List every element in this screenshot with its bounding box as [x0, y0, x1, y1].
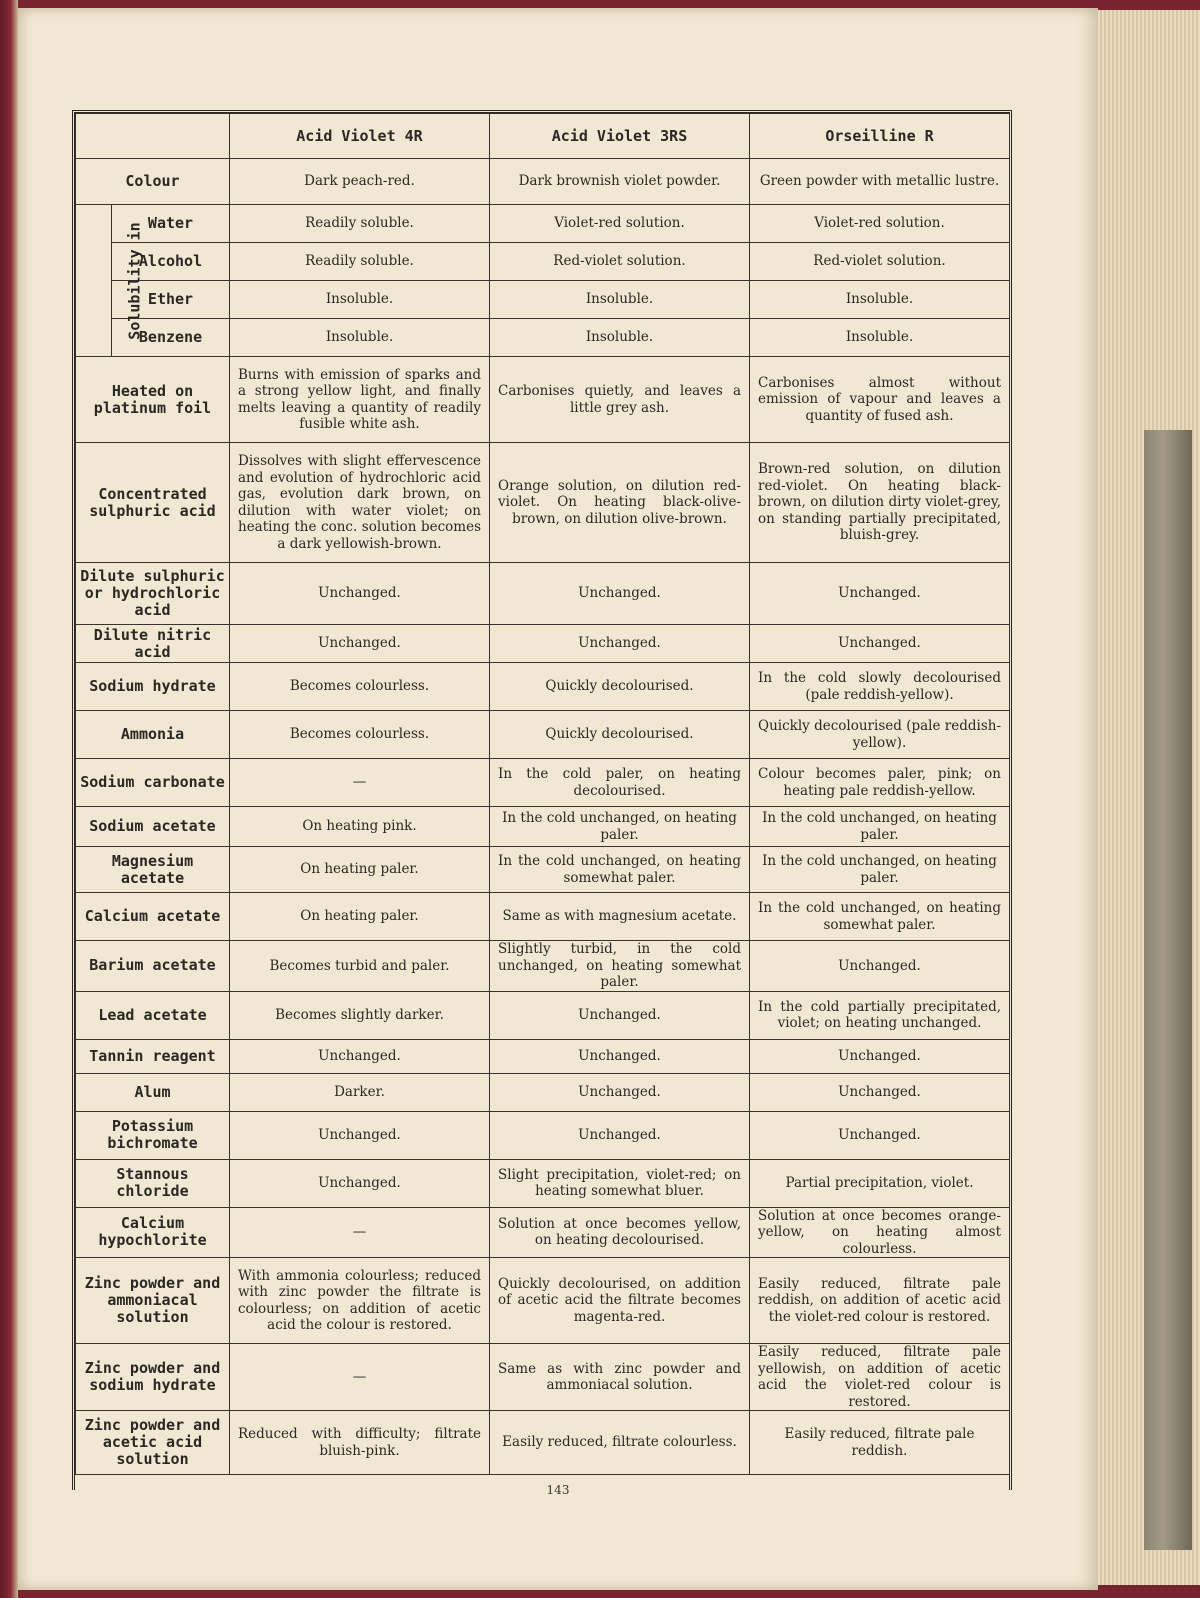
table-cell: Reduced with difficulty; filtrate bluish-pink. [230, 1411, 490, 1475]
table-row [76, 1411, 1010, 1475]
table-cell: With ammonia colourless; reduced with zinc powder the filtrate is colourless; on addition of acetic acid the colour is restored. [230, 1258, 490, 1344]
table-row [76, 1111, 1010, 1159]
table-cell: Unchanged. [750, 1111, 1010, 1159]
page-stack-edge [1090, 10, 1200, 1585]
table-row [76, 243, 1010, 281]
row-label: Sodium hydrate [76, 663, 230, 711]
table-cell: Unchanged. [750, 1039, 1010, 1073]
table-cell: Insoluble. [230, 281, 490, 319]
table-cell: Insoluble. [490, 319, 750, 357]
table-cell: Insoluble. [230, 319, 490, 357]
table-cell: Dark peach-red. [230, 159, 490, 205]
solubility-group-label [76, 205, 144, 357]
row-label: Tannin reagent [76, 1039, 230, 1073]
row-label: Lead acetate [76, 991, 230, 1039]
table-row [76, 443, 1010, 563]
table-cell: Unchanged. [230, 1159, 490, 1207]
row-label: Concentrated sulphuric acid [76, 443, 230, 563]
table-cell: Easily reduced, filtrate pale reddish, on addition of acetic acid the violet-red colour is restored. [750, 1258, 1010, 1344]
table-cell: Dissolves with slight effervescence and evolution of hydrochloric acid gas, evolution dark brown, on dilution with water violet; on heating the conc. solution becomes a dark yellowish-brown. [230, 443, 490, 563]
table-cell: Violet-red solution. [750, 205, 1010, 243]
table-cell: Quickly decolourised (pale reddish-yellow). [750, 711, 1010, 759]
table-cell: Darker. [230, 1073, 490, 1111]
table-row [76, 159, 1010, 205]
table-cell: — [230, 759, 490, 807]
table-cell: Unchanged. [230, 563, 490, 625]
table-cell: On heating paler. [230, 893, 490, 941]
table-row [76, 711, 1010, 759]
table-cell: Easily reduced, filtrate colourless. [490, 1411, 750, 1475]
row-label: Benzene [112, 319, 230, 357]
row-label: Sodium carbonate [76, 759, 230, 807]
row-label: Stannous chloride [76, 1159, 230, 1207]
reaction-table-frame [72, 110, 1012, 1490]
table-row [76, 991, 1010, 1039]
table-cell: Unchanged. [490, 563, 750, 625]
table-row [76, 893, 1010, 941]
table-row [76, 1344, 1010, 1411]
column-header: Acid Violet 4R [230, 114, 490, 159]
row-label: Zinc powder and sodium hydrate [76, 1344, 230, 1411]
table-cell: On heating paler. [230, 847, 490, 893]
table-cell: In the cold unchanged, on heating paler. [750, 807, 1010, 847]
table-cell: Unchanged. [750, 563, 1010, 625]
table-cell: Unchanged. [230, 1039, 490, 1073]
row-label: Calcium acetate [76, 893, 230, 941]
table-cell: Slightly turbid, in the cold unchanged, on heating somewhat paler. [490, 941, 750, 992]
row-label: Alcohol [112, 243, 230, 281]
row-label: Magnesium acetate [76, 847, 230, 893]
table-cell: Solution at once becomes orange-yellow, on heating almost colourless. [750, 1207, 1010, 1258]
table-cell: Carbonises almost without emission of vapour and leaves a quantity of fused ash. [750, 357, 1010, 443]
table-cell: Quickly decolourised. [490, 663, 750, 711]
table-cell: Orange solution, on dilution red-violet. On heating black-olive-brown, on dilution olive-brown. [490, 443, 750, 563]
page-number: 143 [546, 1483, 570, 1497]
table-cell: Unchanged. [490, 991, 750, 1039]
table-cell: Unchanged. [490, 1111, 750, 1159]
table-cell: Quickly decolourised. [490, 711, 750, 759]
table-cell: In the cold unchanged, on heating somewhat paler. [750, 893, 1010, 941]
book-page [18, 8, 1098, 1590]
table-row [76, 357, 1010, 443]
table-cell: Carbonises quietly, and leaves a little grey ash. [490, 357, 750, 443]
reaction-table [75, 113, 1010, 1475]
table-cell: Same as with magnesium acetate. [490, 893, 750, 941]
row-label: Ammonia [76, 711, 230, 759]
table-cell: Unchanged. [490, 625, 750, 663]
table-row [76, 1159, 1010, 1207]
row-label: Zinc powder and ammoniacal solution [76, 1258, 230, 1344]
table-cell: In the cold unchanged, on heating paler. [750, 847, 1010, 893]
page-stack-strip [1144, 430, 1192, 1550]
table-row [76, 759, 1010, 807]
table-cell: Readily soluble. [230, 243, 490, 281]
table-cell: Becomes colourless. [230, 663, 490, 711]
table-cell: Colour becomes paler, pink; on heating pale reddish-yellow. [750, 759, 1010, 807]
table-cell: Slight precipitation, violet-red; on heating somewhat bluer. [490, 1159, 750, 1207]
table-cell: Insoluble. [750, 319, 1010, 357]
table-row [76, 663, 1010, 711]
table-row [76, 625, 1010, 663]
table-cell: — [230, 1207, 490, 1258]
table-cell: Brown-red solution, on dilution red-violet. On heating black-brown, on dilution dirty violet-grey, on standing partially precipitated, bluish-grey. [750, 443, 1010, 563]
table-cell: Insoluble. [490, 281, 750, 319]
table-cell: Becomes slightly darker. [230, 991, 490, 1039]
table-cell: Unchanged. [490, 1039, 750, 1073]
table-cell: Becomes turbid and paler. [230, 941, 490, 992]
table-cell: Unchanged. [750, 625, 1010, 663]
column-header: Orseilline R [750, 114, 1010, 159]
table-cell: Green powder with metallic lustre. [750, 159, 1010, 205]
table-cell: Readily soluble. [230, 205, 490, 243]
table-row [76, 847, 1010, 893]
table-row [76, 563, 1010, 625]
header-corner [76, 114, 230, 159]
table-cell: In the cold slowly decolourised (pale reddish-yellow). [750, 663, 1010, 711]
table-cell: Insoluble. [750, 281, 1010, 319]
table-cell: Violet-red solution. [490, 205, 750, 243]
header-row [76, 114, 1010, 159]
table-cell: Unchanged. [750, 941, 1010, 992]
table-cell: Partial precipitation, violet. [750, 1159, 1010, 1207]
solubility-group-text: Solubility in [125, 221, 144, 340]
table-cell: In the cold paler, on heating decolourised. [490, 759, 750, 807]
table-cell: Red-violet solution. [490, 243, 750, 281]
table-cell: Burns with emission of sparks and a strong yellow light, and finally melts leaving a quantity of readily fusible white ash. [230, 357, 490, 443]
table-row [76, 1258, 1010, 1344]
table-cell: Becomes colourless. [230, 711, 490, 759]
table-cell: In the cold unchanged, on heating somewhat paler. [490, 847, 750, 893]
row-label: Sodium acetate [76, 807, 230, 847]
table-cell: Dark brownish violet powder. [490, 159, 750, 205]
table-row [76, 807, 1010, 847]
table-cell: Unchanged. [750, 1073, 1010, 1111]
table-row [76, 319, 1010, 357]
row-label: Ether [112, 281, 230, 319]
table-cell: In the cold partially precipitated, violet; on heating unchanged. [750, 991, 1010, 1039]
row-label: Alum [76, 1073, 230, 1111]
table-cell: In the cold unchanged, on heating paler. [490, 807, 750, 847]
row-label: Colour [76, 159, 230, 205]
row-label: Barium acetate [76, 941, 230, 992]
row-label: Dilute nitric acid [76, 625, 230, 663]
table-row [76, 1207, 1010, 1258]
table-cell: Solution at once becomes yellow, on heating decolourised. [490, 1207, 750, 1258]
row-label: Water [112, 205, 230, 243]
table-cell: On heating pink. [230, 807, 490, 847]
table-cell: Unchanged. [230, 625, 490, 663]
table-cell: Quickly decolourised, on addition of acetic acid the filtrate becomes magenta-red. [490, 1258, 750, 1344]
row-label: Potassium bichromate [76, 1111, 230, 1159]
table-cell: Unchanged. [230, 1111, 490, 1159]
table-cell: Easily reduced, filtrate pale yellowish, on addition of acetic acid the violet-red colour is restored. [750, 1344, 1010, 1411]
table-row [76, 941, 1010, 992]
table-cell: Red-violet solution. [750, 243, 1010, 281]
table-row [76, 1039, 1010, 1073]
table-cell: — [230, 1344, 490, 1411]
row-label: Heated on platinum foil [76, 357, 230, 443]
table-row [76, 281, 1010, 319]
table-cell: Easily reduced, filtrate pale reddish. [750, 1411, 1010, 1475]
column-header: Acid Violet 3RS [490, 114, 750, 159]
book-cover-left [0, 0, 18, 1598]
row-label: Calcium hypochlorite [76, 1207, 230, 1258]
table-cell: Same as with zinc powder and ammoniacal solution. [490, 1344, 750, 1411]
row-label: Zinc powder and acetic acid solution [76, 1411, 230, 1475]
table-row [76, 1073, 1010, 1111]
table-row [76, 205, 1010, 243]
row-label: Dilute sulphuric or hydrochloric acid [76, 563, 230, 625]
table-cell: Unchanged. [490, 1073, 750, 1111]
